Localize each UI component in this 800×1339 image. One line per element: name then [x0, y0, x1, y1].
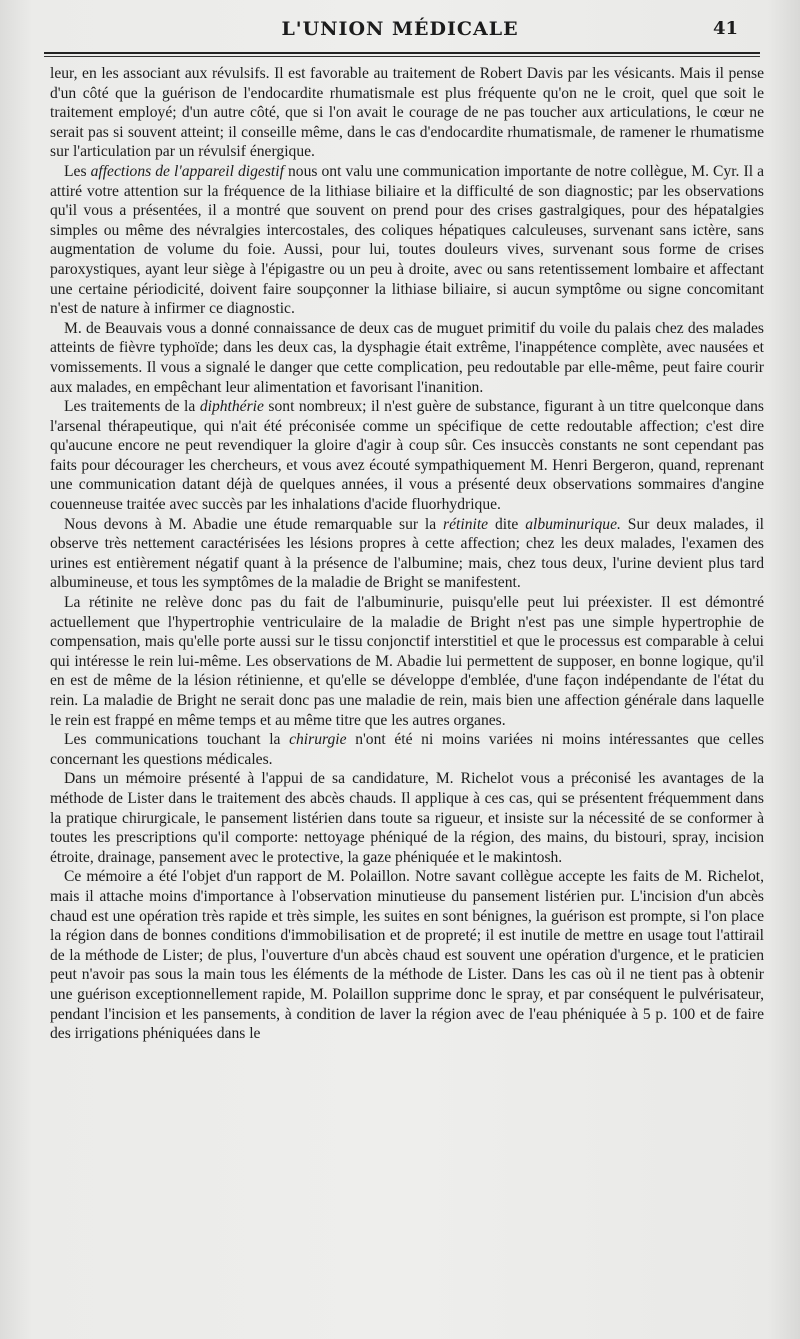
paragraph-text: dite	[488, 515, 526, 533]
paragraph	[50, 397, 764, 515]
page-header	[0, 14, 800, 46]
header-rule-thin	[44, 56, 760, 57]
paragraph-text: Sur deux malades, il observe très nettement caractérisées les lésions propres à cette affection; chez les deux malades, l'examen des urines est entièrement négatif quant à la présence de l'albumine; mais, chez tous deux, l'urine devient plus tard albumineuse, et tous les symptômes de la maladie de Bright se manifestent.	[50, 515, 764, 592]
paragraph	[50, 319, 764, 397]
paragraph	[50, 593, 764, 730]
paragraph-text: Ce mémoire a été l'objet d'un rapport de M. Polaillon. Notre savant collègue accepte les faits de M. Richelot, mais il attache moins d'importance à l'observation minutieuse du pansement listérien pur. L'incision d'un abcès chaud est une opération très rapide et très simple, les suites en sont bénignes, la guérison est prompte, si l'on place la région dans de bonnes conditions d'immobilisation et de propreté; il est inutile de mettre en usage tout l'attirail de la méthode de Lister; de plus, l'ouverture d'un abcès chaud est souvent une opération d'urgence, et le praticien peut n'avoir pas sous la main tous les éléments de la méthode de Lister. Dans les cas où il ne tient pas à obtenir une guérison exceptionnellement rapide, M. Polaillon supprime donc le spray, et par conséquent le pulvérisateur, pendant l'incision et les pansements, à condition de laver la région avec de l'eau phéniquée à 5 p. 100 et de faire des irrigations phéniquées dans le	[50, 868, 764, 1043]
paragraph-text: La rétinite ne relève donc pas du fait de l'albuminurie, puisqu'elle peut lui préexister. Il est démontré actuellement que l'hypertrophie ventriculaire de la maladie de Bright n'est pas une simple hypertrophie de compensation, mais qu'elle porte aussi sur le tissu conjonctif interstitiel et que le processus est comparable à celui qui intéresse le rein lui-même. Les observations de M. Abadie lui permettent de supposer, en bonne logique, qu'il en est de même de la lésion rétinienne, et qu'elle se développe d'emblée, d'une façon indépendante de l'état du rein. La maladie de Bright ne serait donc pas une maladie de rein, mais bien une affection générale dans laquelle le rein est frappé en même temps et au même titre que les autres organes.	[50, 594, 764, 729]
paragraph-text: sont nombreux; il n'est guère de substance, figurant à un titre quelconque dans l'arsenal thérapeutique, qui n'ait été préconisée comme un spécifique de cette redoutable affection; c'est dire qu'aucune encore ne peut revendiquer la gloire d'agir à coup sûr. Ces insuccès constants ne sont cependant pas faits pour décourager les chercheurs, et vous avez écouté sympathiquement M. Henri Bergeron, quand, reprenant une communication datant déjà de quelques années, il vous a présenté deux observations sommaires d'angine couenneuse traitée avec succès par les inhalations d'acide fluorhydrique.	[50, 398, 764, 514]
paragraph	[50, 64, 764, 162]
header-rule	[44, 52, 760, 54]
italic-term: diphthérie	[199, 398, 264, 416]
paragraph-text: Les	[64, 162, 91, 180]
italic-term: albuminurique.	[525, 515, 621, 533]
article-body	[50, 64, 764, 1044]
paragraph	[50, 730, 764, 769]
paragraph-text: Les communications touchant la	[64, 731, 290, 749]
paragraph-text: Nous devons à M. Abadie une étude remarquable sur la	[64, 515, 444, 533]
paragraph	[50, 162, 764, 319]
italic-term: chirurgie	[289, 731, 347, 749]
paragraph	[50, 769, 764, 867]
paragraph	[50, 515, 764, 593]
paragraph-text: n'ont été ni moins variées ni moins intéressantes que celles concernant les questions médicales.	[50, 731, 764, 768]
paragraph-text: M. de Beauvais vous a donné connaissance de deux cas de muguet primitif du voile du palais chez des malades atteints de fièvre typhoïde; dans les deux cas, la dysphagie était extrême, l'inappétence complète, avec nausées et vomissements. Il vous a signalé le danger que cette complication, peu redoutable par elle-même, peut faire courir aux malades, en empêchant leur alimentation et favorisant l'inanition.	[50, 319, 764, 396]
paragraph	[50, 867, 764, 1043]
italic-term: rétinite	[443, 515, 489, 533]
paragraph-text: leur, en les associant aux révulsifs. Il est favorable au traitement de Robert Davis par les vésicants. Mais il pense d'un côté que la guérison de l'endocardite rhumatismale est plus fréquente qu'on ne le croit, quel que soit le traitement employé; d'un autre côté, que si l'on avait le courage de ne pas toucher aux articulations, le cœur ne serait pas si souvent atteint; il conseille même, dans le cas d'endocardite rhumatismale, de ramener le rhumatisme sur l'articulation par un révulsif énergique.	[50, 65, 764, 161]
paragraph-text: Dans un mémoire présenté à l'appui de sa candidature, M. Richelot vous a préconisé les avantages de la méthode de Lister dans le traitement des abcès chauds. Il applique à ces cas, qui se présentent fréquemment dans la pratique chirurgicale, le pansement listérien dans toute sa rigueur, et insiste sur la nécessité de se conformer à toutes les prescriptions qu'il comporte: nettoyage phéniqué de la région, des mains, du bistouri, spray, incision étroite, drainage, pansement avec le protective, la gaze phéniquée et le makintosh.	[50, 770, 764, 866]
paragraph-text: Les traitements de la	[64, 398, 200, 416]
italic-term: affections de l'appareil digestif	[90, 162, 284, 180]
paragraph-text: nous ont valu une communication importante de notre collègue, M. Cyr. Il a attiré votre attention sur la fréquence de la lithiase biliaire et la difficulté de son diagnostic; par les observations qu'il vous a présentées, il a montré que souvent on prend pour des crises gastralgiques, pour des hépatalgies simples ou même des névralgies intercostales, des coliques hépatiques calculeuses, survenant sans ictère, sans augmentation de volume du foie. Aussi, pour lui, toutes douleurs vives, survenant sous forme de crises paroxystiques, ayant leur siège à l'épigastre ou un peu à droite, avec ou sans retentissement lombaire et affectant une certaine périodicité, doivent faire soupçonner la lithiase biliaire, si aucun symptôme ou signe concomitant n'est de nature à infirmer ce diagnostic.	[50, 162, 764, 318]
running-title: L'UNION MÉDICALE	[281, 18, 519, 40]
page-number: 41	[712, 18, 738, 39]
